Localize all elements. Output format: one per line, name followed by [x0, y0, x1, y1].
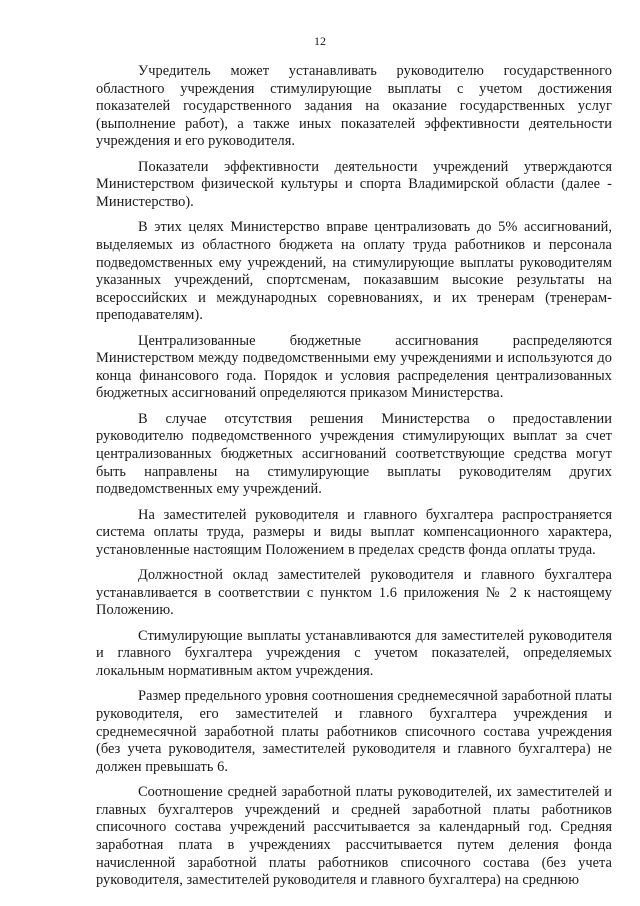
page-number: 12 — [314, 34, 326, 48]
paragraph: Учредитель может устанавливать руководителю государственного областного учреждения стимулирующие выплаты с учетом достижения показателей государственного задания на оказание государственных услуг (выполнение работ), а также иных показателей эффективности деятельности учреждения и его руководителя. — [96, 63, 612, 150]
paragraph: Размер предельного уровня соотношения среднемесячной заработной платы руководителя, его заместителей и главного бухгалтера учреждения и среднемесячной заработной платы работников списочного состава учреждения (без учета руководителя, заместителей руководителя и главного бухгалтера) не должен превышать 6. — [96, 688, 612, 775]
paragraph: На заместителей руководителя и главного бухгалтера распространяется система оплаты труда, размеры и виды выплат компенсационного характера, установленные настоящим Положением в пределах средств фонда оплаты труда. — [96, 506, 612, 558]
paragraph: В случае отсутствия решения Министерства о предоставлении руководителю подведомственного учреждения стимулирующих выплат за счет централизованных бюджетных ассигнований соответствующие средства могут быть направлены на стимулирующие выплаты руководителям других подведомственных ему учреждений. — [96, 410, 612, 498]
paragraph: Стимулирующие выплаты устанавливаются для заместителей руководителя и главного бухгалтера учреждения с учетом показателей, определяемых локальным нормативным актом учреждения. — [96, 627, 612, 679]
paragraph: Централизованные бюджетные ассигнования распределяются Министерством между подведомственными ему учреждениями и используются до конца финансового года. Порядок и условия распределения централизованных бюджетных ассигнований определяются приказом Министерства. — [96, 332, 612, 402]
paragraph: Показатели эффективности деятельности учреждений утверждаются Министерством физической культуры и спорта Владимирской области (далее - Министерство). — [96, 158, 612, 210]
paragraph: Соотношение средней заработной платы руководителей, их заместителей и главных бухгалтеров учреждений и средней заработной платы работников списочного состава учреждений рассчитывается за календарный год. Средняя заработная плата в учреждениях рассчитывается путем деления фонда начисленной заработной платы работников списочного состава (без учета руководителя, заместителей руководителя и главного бухгалтера) на среднюю — [96, 784, 612, 889]
paragraph: Должностной оклад заместителей руководителя и главного бухгалтера устанавливается в соответствии с пунктом 1.6 приложения № 2 к настоящему Положению. — [96, 567, 612, 619]
document-body — [96, 63, 612, 898]
paragraph: В этих целях Министерство вправе централизовать до 5% ассигнований, выделяемых из областного бюджета на оплату труда работников и персонала подведомственных ему учреждений, на стимулирующие выплаты руководителям указанных учреждений, спортсменам, показавшим высокие результаты на всероссийских и международных соревнованиях, и их тренерам (тренерам-преподавателям). — [96, 219, 612, 324]
